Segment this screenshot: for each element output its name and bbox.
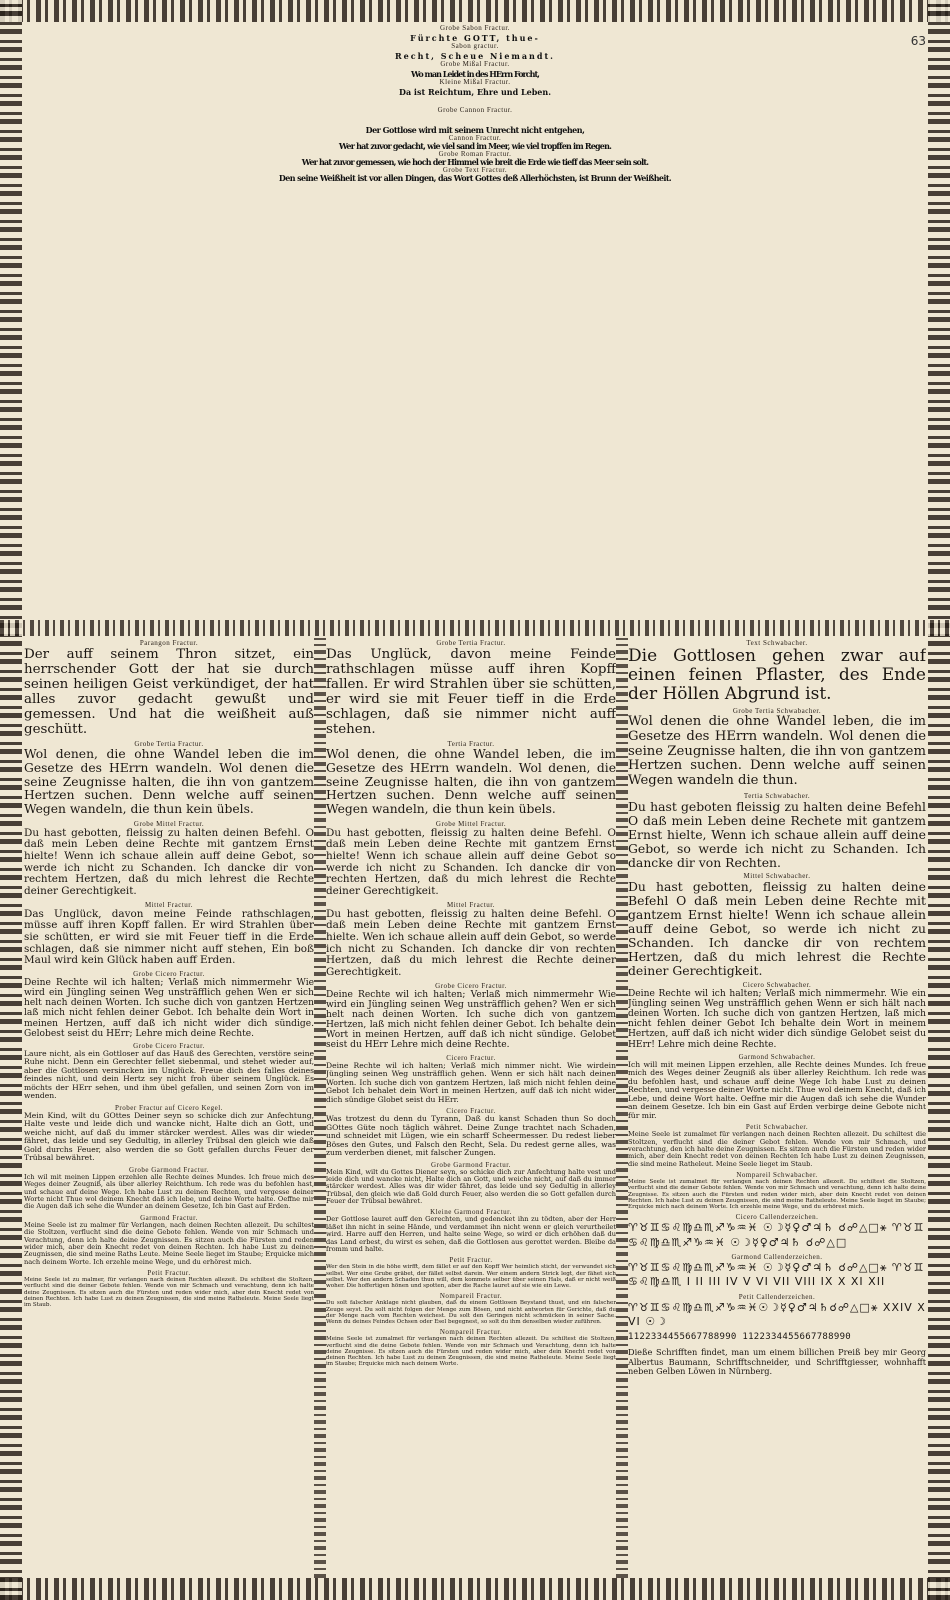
specimen-block — [326, 820, 616, 898]
printer-imprint: Dieße Schrifften findet, man um einem billichen Preiß bey mir Georg Albertus Baumann, Schrifftschneider, und Schrifftgiesser, wohnhafft neben Gelben Löwen in Nürnberg. — [628, 1347, 926, 1377]
headline-line-3: Wo man Leidet in des HErrn Forcht, — [411, 69, 539, 79]
type-label: Cicero Callenderzeichen. — [735, 1213, 819, 1222]
specimen-text: Die Gottlosen gehen zwar auf einen feinen Pflaster, des Ende der Höllen Abgrund ist. — [628, 646, 926, 705]
specimen-text: Du hast geboten fleissig zu halten deine Befehl O daß mein Leben deine Rechete mit gantzem Ernst hielte, Wenn ich schaue allein auff deine Gebot, so werde ich nicht zu Schanden. Ich dancke dir von Rechten. — [628, 799, 926, 870]
type-label: Tertia Fractur. — [447, 740, 495, 748]
type-label: Mittel Fractur. — [145, 900, 193, 909]
type-label: Grobe Mißal Fractur. — [440, 60, 510, 68]
headline-line-8: Den seine Weißheit ist vor allen Dingen, das Wort Gottes deß Allerhöchsten, ist Brunn der Weißheit. — [278, 173, 672, 183]
specimen-text: Laure nicht, als ein Gottloser auf das Hauß des Gerechten, verstöre seine Ruhe nicht. Denn ein Gerechter fellet siebenmal, und stehet wieder auf, aber die Gottlosen versincken im Unglück. Freue dich des falles deines feindes nicht, und dein Hertz sey nicht froh über seinem Unglück. Es möchts der HErr sehen, und ihm übel gefallen, und seinen Zorn von im wenden. — [24, 1048, 314, 1101]
specimen-text: Du hast gebotten, fleissig zu halten deine Befehl O daß mein Leben deine Rechte mit gantzem Ernst hielte! Wenn ich schaue allein auff deine Gebot, so werde ich nicht zu Schanden. Ich dancke dir von rechtem Hertzen, daß du mich lehrest die Rechte deiner Gerechtigkeit. — [628, 879, 926, 978]
specimen-text: Das Unglück, davon meine Feinde rathschlagen müsse auff ihren Kopff fallen. Er wird Strahlen über sie schütten, er wird sie mit Feuer tieff in die Erde schlagen, daß sie nimmer nicht auff stehen. — [326, 647, 616, 737]
headline-line-2: Recht, Scheue Niemandt. — [395, 51, 555, 61]
specimen-text: Was trotzest du denn du Tyrann, Daß du kanst Schaden thun So doch GOttes Güte noch täglich währet. Deine Zunge trachtet nach Schaden, und schneidet mit Lügen, wie ein scharff Scheermesser. Du redest lieber Böses den Gutes, und Falsch den Recht, Sela. Du redest gerne alles, was zum verderben dienet, mit falscher Zungen. — [326, 1114, 616, 1158]
type-label: Nompareil Fractur. — [439, 1292, 503, 1301]
specimen-block — [24, 740, 314, 817]
specimen-block — [628, 1332, 926, 1342]
type-label: Prober Fractur auf Cicero Kegel. — [115, 1103, 223, 1112]
specimen-text: Deine Rechte wil ich halten; Verlaß mich nimmermehr Wie wird ein Jüngling seinen Weg unsträfflich gehen Wen er sich helt nach deinen Worten. Ich suche dich von gantzen Hertzen laß mich nicht fehlen deiner Gebot. Ich behalte dein Wort in meinen Hertzen, auff daß ich nicht wider dich sündige. Gelobest seist du HErr; Lehre mich deine Rechte. — [24, 977, 314, 1039]
type-label: Grobe Tertia Fractur. — [134, 740, 204, 748]
type-label: Parangon Fractur. — [139, 639, 199, 647]
specimen-block — [628, 639, 926, 704]
shelfmark-number: 63 — [910, 34, 926, 48]
specimen-block — [326, 639, 616, 737]
specimen-block — [24, 1166, 314, 1211]
type-label: Grobe Sabon Fractur. — [439, 24, 511, 32]
specimen-block — [24, 901, 314, 967]
specimen-text: Der auff seinem Thron sitzet, ein herrschender Gott der hat sie durch seinen heiligen Geist verkündiget, der hat alles zuvor gedacht gewußt und gemessen. Und hat die weißheit auß geschütt. — [24, 647, 314, 737]
type-label: Grobe Cicero Fractur. — [435, 981, 507, 990]
type-label: Cannon Fractur. — [448, 134, 502, 142]
header-block — [24, 24, 926, 620]
specimen-text: Meine Seele ist zu malmer für Verlangen, nach deinen Rechten allezeit. Du schiltest die Stoltzen, verflucht sind die deine Gebote fehlen. Wende von mir Schmach und Verachtung, denn ich halte deine Zeugnissen. Es sitzen auch die Fürsten und reden wider mich, aber dein Knecht redet von deinen Rechten. Ich habe Lust zu deinen Zeugnissen, die sind meine Raths Leute. Meine Seele lieget im Staube; Erquicke mich nach deinem Worte. Ich erzehle meine Wege, und du erhörest mich. — [24, 1220, 314, 1266]
specimen-column-right — [628, 638, 926, 1578]
specimen-text: Deine Rechte wil ich halten; Verlaß mich nimmermehr Wie wird ein Jüngling seinen Weg unsträfflich gehen? Wen er sich helt nach deinen Worten. Ich suche dich von gantzem Hertzen, laß mich nicht fehlen deiner Gebot. Ich behalte dein Wort in meinen Hertzen, auff daß ich nicht sündige. Gelobet seist du HErr Lehre mich deine Rechte. — [326, 989, 616, 1051]
specimen-block — [326, 1256, 616, 1289]
specimen-text: Mein Kind, wilt du GOttes Deiner seyn so schicke dich zur Anfechtung, Halte veste und leide dich und wancke nicht, Halte dich an Gott, und weiche nicht, auf daß du immer stärcker werdest. Alles was dir wieder fähret, das leide und sey Gedultig, in allerley Trübsal den gleich wie daß Gold durchs Feuer, also werden die so Gott gefallen durchs Feuer der Trübsal bewähret. — [24, 1110, 314, 1163]
specimen-block — [24, 820, 314, 898]
type-label: Mittel Fractur. — [447, 900, 495, 909]
specimen-block — [24, 1042, 314, 1101]
specimen-column-middle — [326, 638, 616, 1578]
bottom-ornamental-border — [0, 1578, 950, 1600]
type-label: Kleine Garmond Fractur. — [430, 1208, 512, 1217]
type-label: Grobe Tertia Schwabacher. — [732, 707, 822, 716]
type-label: Petit Fractur. — [449, 1256, 493, 1265]
specimen-block — [326, 1161, 616, 1206]
type-label: Grobe Mittel Fractur. — [133, 819, 205, 828]
type-label: Garmond Callenderzeichen. — [731, 1252, 823, 1261]
specimen-block — [24, 970, 314, 1039]
type-label: Nompareil Fractur. — [439, 1328, 503, 1337]
numeral-specimen: 1122334455667788990 1122334455667788990 — [628, 1332, 852, 1343]
specimen-text: Du hast gebotten, fleissig zu halten deine Befehl. O daß mein Leben deine Rechte mit gantzem Ernst hielte! Wenn ich schaue allein auff deine Gebot so werde ich nicht zu Schanden. Ich dancke dir von rechten Hertzen, daß du mich lehrest die Rechte deiner Gerechtigkeit. — [326, 826, 616, 898]
specimen-block — [628, 1053, 926, 1121]
specimen-block — [326, 740, 616, 817]
specimen-text: Der Gottlose lauret auff den Gerechten, und gedencket ihn zu tödten, aber der Herr läßet ihn nicht in seine Hände, und verdammet ihn nicht wenn er gleich verurtheilet wird. Harre auff den Herren, und halte seine Wege, so wird er dich erhöhen daß du das Land erbest, du wirst es sehen, daß die Gottlosen aus gerottet werden. Bleibe da fromm und halte. — [326, 1215, 616, 1253]
middle-ornamental-border — [0, 620, 950, 636]
specimen-block — [628, 792, 926, 869]
specimen-block — [326, 1107, 616, 1158]
specimen-block — [24, 1269, 314, 1308]
type-label: Mittel Schwabacher. — [743, 872, 811, 881]
specimen-columns — [24, 638, 926, 1578]
type-label: Grobe Cicero Fractur. — [133, 1041, 205, 1050]
specimen-text: Wol denen die ohne Wandel leben, die im Gesetze des HErrn wandeln. Wol denen die seine Zeugnisse halten, die ihn von gantzem Hertzen suchen. Denn welche auff seinen Wegen wandeln die thun. — [628, 714, 926, 789]
specimen-text: Wol denen, die ohne Wandel leben, die im Gesetze des HErrn wandeln. Wol denen, die seine Zeugnisse halten, die ihn von gantzem Hertzen suchen. Denn welche auff seinen Wegen wandeln, die thun kein übels. — [326, 747, 616, 817]
type-label: Grobe Text Fractur. — [442, 166, 508, 174]
type-label: Kleine Mißal Fractur. — [439, 78, 511, 86]
specimen-text: Ich wil mit meinen Lippen erzehlen alle Rechte deines Mundes. Ich freue mich des Weges deiner Zeugniß, als über allerley Reichthum. Ich rede was du befohlen hast, und schaue auf deine Wege. Ich habe Lust zu deinen Rechten, und vergesse deiner Worte nicht Thue wol deinem Knecht daß ich lebe, und deine Worte halte. Oeffne mir die Augen daß ich sehe die Wunder an deinem Gesetze, Ich bin Gast auf Erden. — [24, 1172, 314, 1211]
specimen-block — [24, 639, 314, 737]
specimen-text: Wer den Stein in die höhe wirfft, dem fället er auf den Kopff Wer heimlich sticht, der verwundet sich selbst. Wer eine Grube gräbet, der fället selbst darein. Wer einem andern Strick legt, der fähet sich selbst. Wer den andern Schaden thun will, dem kommets selber über seinen Hals, daß er nicht weiß woher. Die hoffertigen hönen und spotten, aber die Rache lauret auf sie wie ein Lewe. — [326, 1264, 616, 1290]
specimen-text: Meine Seele ist zumalmet für verlangen nach deinen Rechten allezeit. Du schiltest die Stoltzen, verflucht sind die deiner Gebote fehlen. Wende von mir Schmach und verachtung, denn ich halte deine Zeugnisse. Es sitzen auch die Fürsten und reden wider mich, aber dein Knecht redet von deinen Rechten. Ich habe Lust zu deinen Zeugnissen, die sind meine Ratheleute. Meine Seele lieget im Staube; Erquicke mich nach deinem Worte. Ich erzehle meine Wege, und du erhörest mich. — [628, 1179, 926, 1211]
type-label: Petit Fractur. — [147, 1269, 191, 1278]
right-ornamental-border — [928, 0, 950, 1600]
type-label: Grobe Garmond Fractur. — [430, 1160, 511, 1169]
headline-line-5: Der Gottlose wird mit seinem Unrecht nicht entgehen, — [365, 125, 585, 135]
specimen-block — [628, 707, 926, 789]
top-ornamental-border — [0, 0, 950, 22]
calendar-symbols: ♈♉♊♋♌♍♎♏♐♑♒♓☉☽☿♀♂♃♄☌☍△□⚹ XXIV XVI ☉☽ — [628, 1300, 926, 1328]
type-label: Grobe Cicero Fractur. — [133, 969, 205, 978]
specimen-block — [326, 1208, 616, 1253]
type-label: Garmond Schwabacher. — [738, 1052, 816, 1061]
specimen-text: Du hast gebotten, fleissig zu halten deine Befehl. O daß mein Leben deine Rechte mit gantzem Ernst hielte. Wen ich schaue allein auff dein Gebot, so werde ich nicht zu Schanden. Ich dancke dir von rechten Hertzen, daß du mich lehrest die Rechte deiner Gerechtigkeit. — [326, 907, 616, 978]
specimen-text: Das Unglück, davon meine Feinde rathschlagen, müsse auff ihren Kopff fallen. Er wird Strahlen über sie schütten, er wird sie mit Feuer tieff in die Erde schlagen, daß sie nimmer nicht auff stehen, Ein boß Maul wird kein Glück haben auff Erden. — [24, 907, 314, 967]
type-label: Cicero Fractur. — [446, 1107, 496, 1116]
specimen-block — [628, 981, 926, 1050]
specimen-block — [628, 1348, 926, 1377]
specimen-text: Du hast gebotten, fleissig zu halten deinen Befehl. O daß mein Leben deine Rechte mit gantzem Ernst hielte! Wenn ich schaue allein auff deine Gebot, so werde ich nicht zu Schanden. Ich dancke dir von rechtem Hertzen, daß du mich lehrest die Rechte deiner Gerechtigkeit. — [24, 826, 314, 898]
specimen-text: Meine Seele ist zumalmet für verlangen nach deinen Rechten allezeit. Du schiltest die Stoltzen, verflucht sind die deiner Gebot fehlen. Wende von mir Schmach, und verachtung, den ich halte deine Zeugnissen. Es sitzen auch die Fürsten und reden wider mich, aber dein Knecht redet von deinen Rechten Ich habe Lust zu deinen Zeugnissen, die sind meine Ratheleut. Meine Seele lieget im Staub. — [628, 1130, 926, 1168]
specimen-block — [628, 1253, 926, 1290]
type-label: Grobe Mittel Fractur. — [435, 819, 507, 828]
left-ornamental-border — [0, 0, 22, 1600]
headline-line-4: Da ist Reichtum, Ehre und Leben. — [399, 87, 551, 97]
specimen-text: Wol denen, die ohne Wandel leben die im Gesetze des HErrn wandeln. Wol denen die seine Zeugnisse halten, die ihn von gantzem Hertzen suchen. Denn welche auff seinen Wegen wandeln, die thun kein übels. — [24, 747, 314, 817]
specimen-text: Du solt falscher Anklage nicht glauben, daß du einem Gottlosen Beystand thust, und ein falscher Zeuge seyst. Du solt nicht folgen der Menge zum Bösen, und nicht antworten für Gerichte, daß du der Menge nach vom Rechten weichest. Du solt den Geringen nicht schmücken in seiner Sache. Wenn du deines Feindes Ochsen oder Esel begegnest, so solt du ihm denselben wieder zuführen. — [326, 1300, 616, 1326]
specimen-block — [326, 982, 616, 1051]
type-label: Garmond Fractur. — [140, 1213, 198, 1222]
specimen-text: Mein Kind, wilt du Gottes Diener seyn, so schicke dich zur Anfechtung halte vest und leide dich und wancke nicht, Halte dich an Gott, und weiche nicht, auf daß du immer stärcker werdest. Alles was dir wider fähret, das leide und sey Gedultig in allerley Trübsal, den gleich wie daß Gold durch Feuer, also werden die so Gott gefallen durch Feuer der Trübsal bewähret. — [326, 1167, 616, 1206]
specimen-block — [24, 1214, 314, 1266]
specimen-text: Deine Rechte wil ich halten; Verlaß mich nimmer nicht. Wie wirdein Jüngling seinen Weg unsträfflich gehen. Wenn er sich hält nach deinen Worten. Ich suche dich von gantzem Hertzen, laß mich nicht fehlen deine Gebot Ich behalet dein Wort in meinen Hertzen, auff daß ich nicht wider dich sündige Globet seist du HErr. — [326, 1060, 616, 1104]
headline-line-6: Wer hat zuvor gedacht, wie viel sand im Meer, wie viel tropffen im Regen. — [338, 141, 612, 151]
specimen-block — [628, 1213, 926, 1250]
calendar-symbols: ♈♉♊♋♌♍♎♏♐♑♒♓ ☉☽☿♀♂♃♄ ☌☍△□⚹ ♈♉♊♋♌♍♎♏ I II III IV V VI VII VIII IX X XI XII — [628, 1260, 925, 1289]
specimen-block — [628, 1171, 926, 1210]
specimen-block — [628, 1123, 926, 1168]
specimen-block — [628, 872, 926, 977]
type-label: Cicero Fractur. — [446, 1053, 496, 1062]
specimen-block — [628, 1293, 926, 1330]
type-label: Grobe Roman Fractur. — [438, 150, 512, 158]
calendar-symbols: ♈♉♊♋♌♍♎♏♐♑♒♓ ☉☽☿♀♂♃♄ ☌☍△□⚹ ♈♉♊♋♌♍♎♏♐♑♒♓ ☉☽☿♀♂♃♄ ☌☍△□ — [628, 1221, 925, 1249]
specimen-text: Deine Rechte wil ich halten; Verlaß mich nimmermehr. Wie ein Jüngling seinen Weg unsträfflich gehen Wenn er sich hält nach deinen Worten. Ich suche dich von gantzen Hertzen, laß mich nicht fehlen deiner Gebot Ich behalte dein Wort in meinem Hertzen, auff daß ich nicht wider dich sündige Gelobet seist du HErr! Lehre mich deine Rechte. — [628, 988, 926, 1050]
headline-line-7: Wer hat zuvor gemessen, wie hoch der Himmel wie breit die Erde wie tieff das Meer sein solt. — [301, 157, 649, 167]
type-label: Nompareil Schwabacher. — [736, 1171, 818, 1180]
headline-line-1: Fürchte GOTT, thue- — [410, 33, 540, 43]
specimen-block — [326, 1054, 616, 1105]
type-label: Tertia Schwabacher. — [743, 792, 811, 800]
specimen-block — [326, 1292, 616, 1325]
type-label: Cicero Schwabacher. — [742, 980, 812, 989]
specimen-column-left — [24, 638, 314, 1578]
type-label: Sabon gractur. — [451, 42, 499, 50]
specimen-block — [326, 901, 616, 979]
specimen-text: Meine Seele ist zu malmer, für verlangen nach deinen Rechten allezeit. Du schiltest die Stoltzen, verflucht sind die deiner Gebote fehlen. Wende von mir Schmach und verachtung, denn ich halte deine Zeugnissen. Es sitzen auch die Fürsten und reden wider mich, aber dein Knecht redet von deinen Rechten. Ich habe Lust zu deinen Zeugnissen, die sind meine Ratheleute. Meine Seele liegt im Staub. — [24, 1277, 314, 1309]
specimen-block — [24, 1104, 314, 1163]
type-label: Petit Schwabacher. — [745, 1123, 809, 1132]
type-label: Petit Callenderzeichen. — [738, 1292, 816, 1301]
specimen-block — [326, 1328, 616, 1367]
specimen-text: Meine Seele ist zumalmet für verlangen nach deinen Rechten allezeit. Du schiltest die Stoltzen, verflucht sind die deine Gebote fehlen. Wende von mir Schmach und Verachtung, denn ich halte deine Zeugnisse. Es sitzen auch die Fürsten und reden wider mich, aber dein Knecht redet von deinen Rechten. Ich habe Lust zu deinen Zeugnissen, die sind meine Ratheleute. Meine Seele liegt im Staube; Erquicke mich nach deinem Worte. — [326, 1336, 616, 1368]
specimen-text: Ich will mit meinen Lippen erzehlen, alle Rechte deines Mundes. Ich freue mich des Weges deiner Zeugniß als über allerley Reichthum. Ich rede was du befohlen hast, und schaue auff deine Wege Ich habe Lust zu deinen Rechten, und vergesse deiner Worte nicht. Thue wol deinem Knecht, daß ich Lebe, und deine Wort halte. Oeffne mir die Augen daß ich sehe die Wunder an deinem Gesetze. Ich bin ein Gast auf Erden verbirge deine Gebote nicht für mir. — [628, 1059, 926, 1120]
type-label: Grobe Cannon Fractur. — [437, 106, 513, 114]
type-label: Grobe Garmond Fractur. — [128, 1165, 209, 1174]
type-label: Grobe Tertia Fractur. — [436, 639, 506, 647]
type-label: Text Schwabacher. — [746, 639, 808, 647]
